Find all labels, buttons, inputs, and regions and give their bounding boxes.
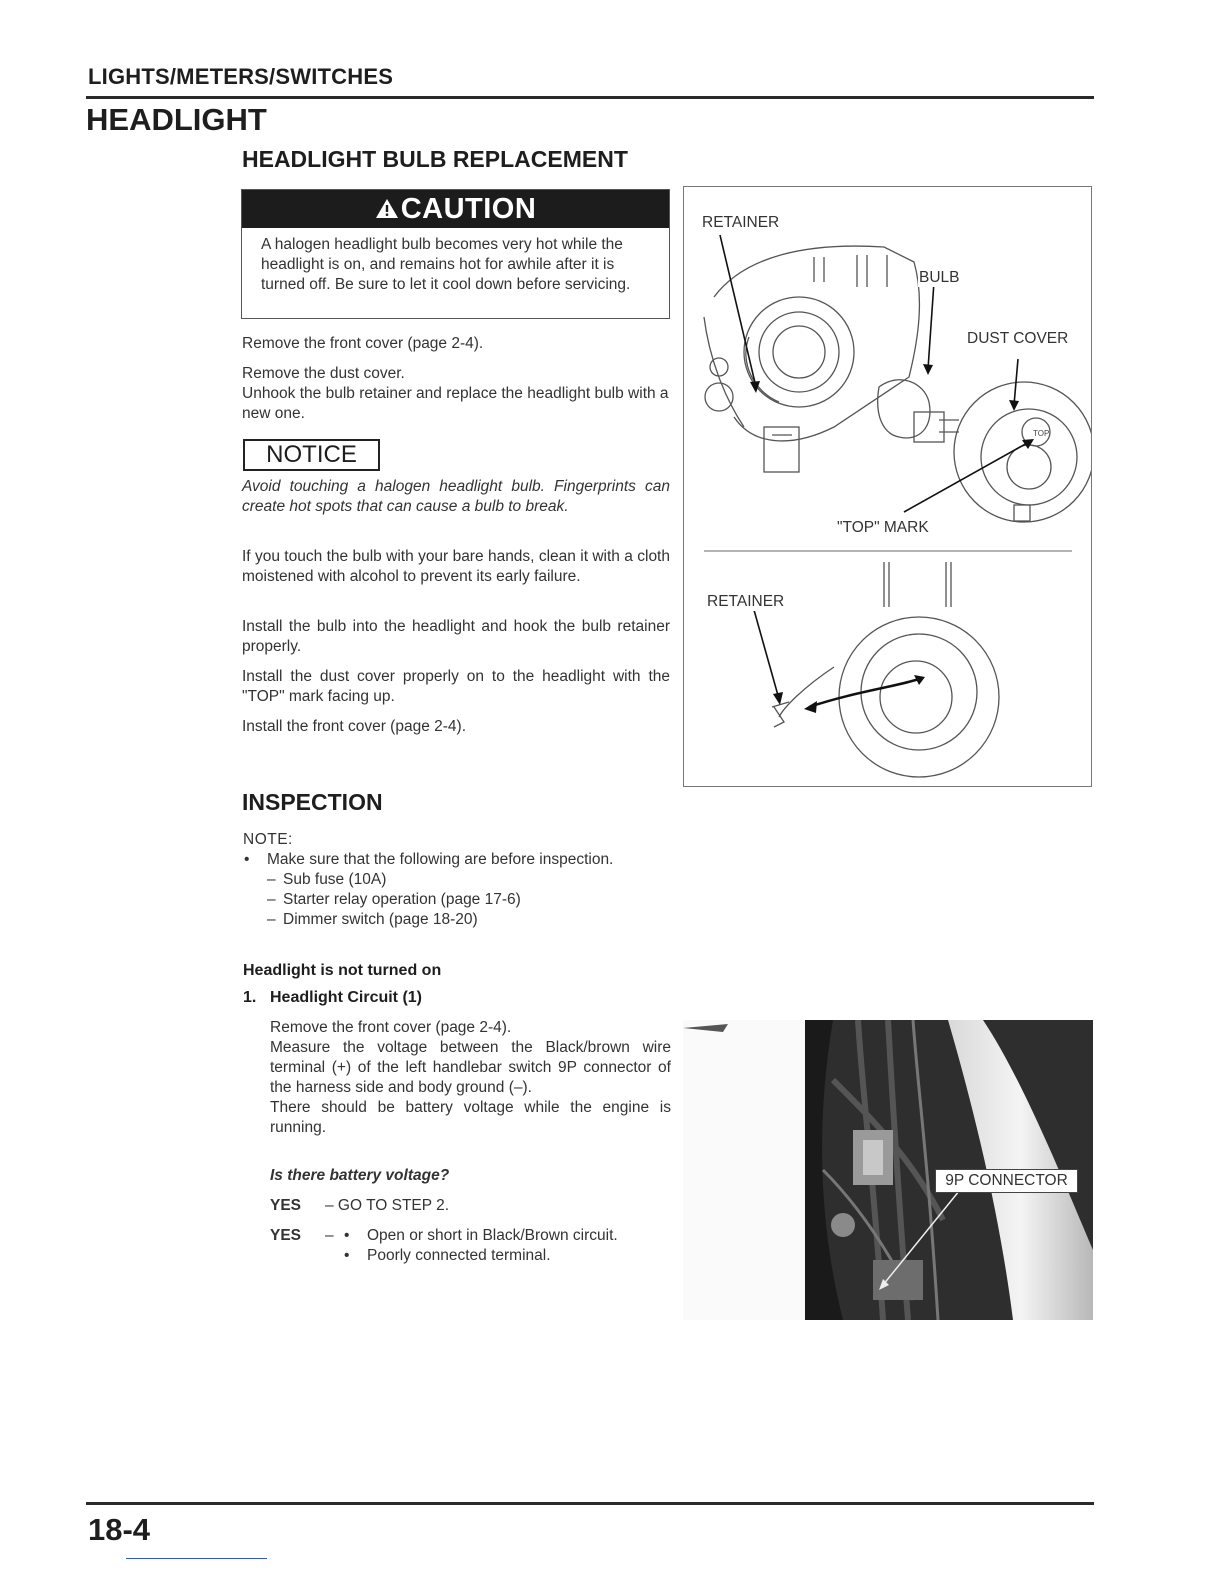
label-retainer-top: RETAINER [702,214,780,231]
bottom-rule [86,1502,1094,1505]
yes2-dash: – [325,1227,334,1244]
note-item-sub-fuse: – Sub fuse (10A) [267,870,670,890]
section-header: LIGHTS/METERS/SWITCHES [88,64,394,89]
step1-body [270,1018,671,1138]
page-title: HEADLIGHT [86,102,267,137]
step-install-bulb: Install the bulb into the headlight and hook the bulb retainer properly. [242,618,670,655]
notice-text: Avoid touching a halogen headlight bulb. Fingerprints can create hot spots that can cause a bulb to break. [242,478,670,515]
step1-line-remove-cover: Remove the front cover (page 2-4). [270,1019,512,1036]
page-number: 18-4 [88,1512,151,1547]
step1-line-battery: There should be battery voltage while the engine is running. [270,1099,671,1136]
yes-label: YES [270,1197,302,1214]
caution-label: CAUTION [400,193,537,225]
step1-question: Is there battery voltage? [270,1167,450,1184]
headlight-bulb-figure [683,186,1092,787]
footer-link-underline[interactable] [126,1558,267,1559]
step-install-front-cover: Install the front cover (page 2-4). [242,718,467,735]
label-9p-connector: 9P CONNECTOR [935,1169,1078,1193]
step-remove-dust-cover: Remove the dust cover. [242,365,405,382]
step1-line-measure: Measure the voltage between the Black/brown wire terminal (+) of the left handlebar switch 9P connector of the harness side and body ground (–). [270,1039,671,1096]
headlight-assembly-illustration [684,187,1091,786]
symptom-heading: Headlight is not turned on [243,962,442,979]
caution-bar [242,190,669,228]
top-stamp: TOP [1033,429,1050,438]
label-retainer-bottom: RETAINER [707,593,785,610]
step1-number: 1. [243,989,257,1006]
step-bare-hands: If you touch the bulb with your bare hands, clean it with a cloth moistened with alcohol to prevent its early failure. [242,548,670,585]
label-top-mark: "TOP" MARK [837,519,929,536]
step-remove-front-cover: Remove the front cover (page 2-4). [242,335,484,352]
note-list [242,850,670,930]
note-label: NOTE: [243,831,293,848]
note-subitems [242,870,670,930]
step-install-dust-cover: Install the dust cover properly on to the headlight with the "TOP" mark facing up. [242,668,670,705]
yes2-label: YES [270,1227,302,1244]
top-rule [86,96,1094,99]
yes2-item-poor-terminal: • Poorly connected terminal. [342,1246,672,1266]
caution-box [241,189,670,319]
yes2-item-open-short: • Open or short in Black/Brown circuit. [342,1226,672,1246]
note-item-dimmer-switch: – Dimmer switch (page 18-20) [267,910,670,930]
warning-triangle-icon [375,198,399,219]
step1-title: Headlight Circuit (1) [270,989,423,1006]
notice-label: NOTICE [243,439,380,471]
note-item-starter-relay: – Starter relay operation (page 17-6) [267,890,670,910]
caution-text: A halogen headlight bulb becomes very hot while the headlight is on, and remains hot for awhile after it is turned off. Be sure to let it cool down before servicing. [261,236,631,293]
yes2-list [342,1226,672,1266]
step-unhook-retainer: Unhook the bulb retainer and replace the headlight bulb with a new one. [242,385,669,422]
inspection-title: INSPECTION [242,789,383,815]
label-dust-cover: DUST COVER [967,330,1069,347]
yes-text: – GO TO STEP 2. [325,1197,450,1214]
note-bullet: • Make sure that the following are before inspection. [242,850,670,870]
label-bulb: BULB [919,269,960,286]
bulb-replacement-title: HEADLIGHT BULB REPLACEMENT [242,146,628,172]
